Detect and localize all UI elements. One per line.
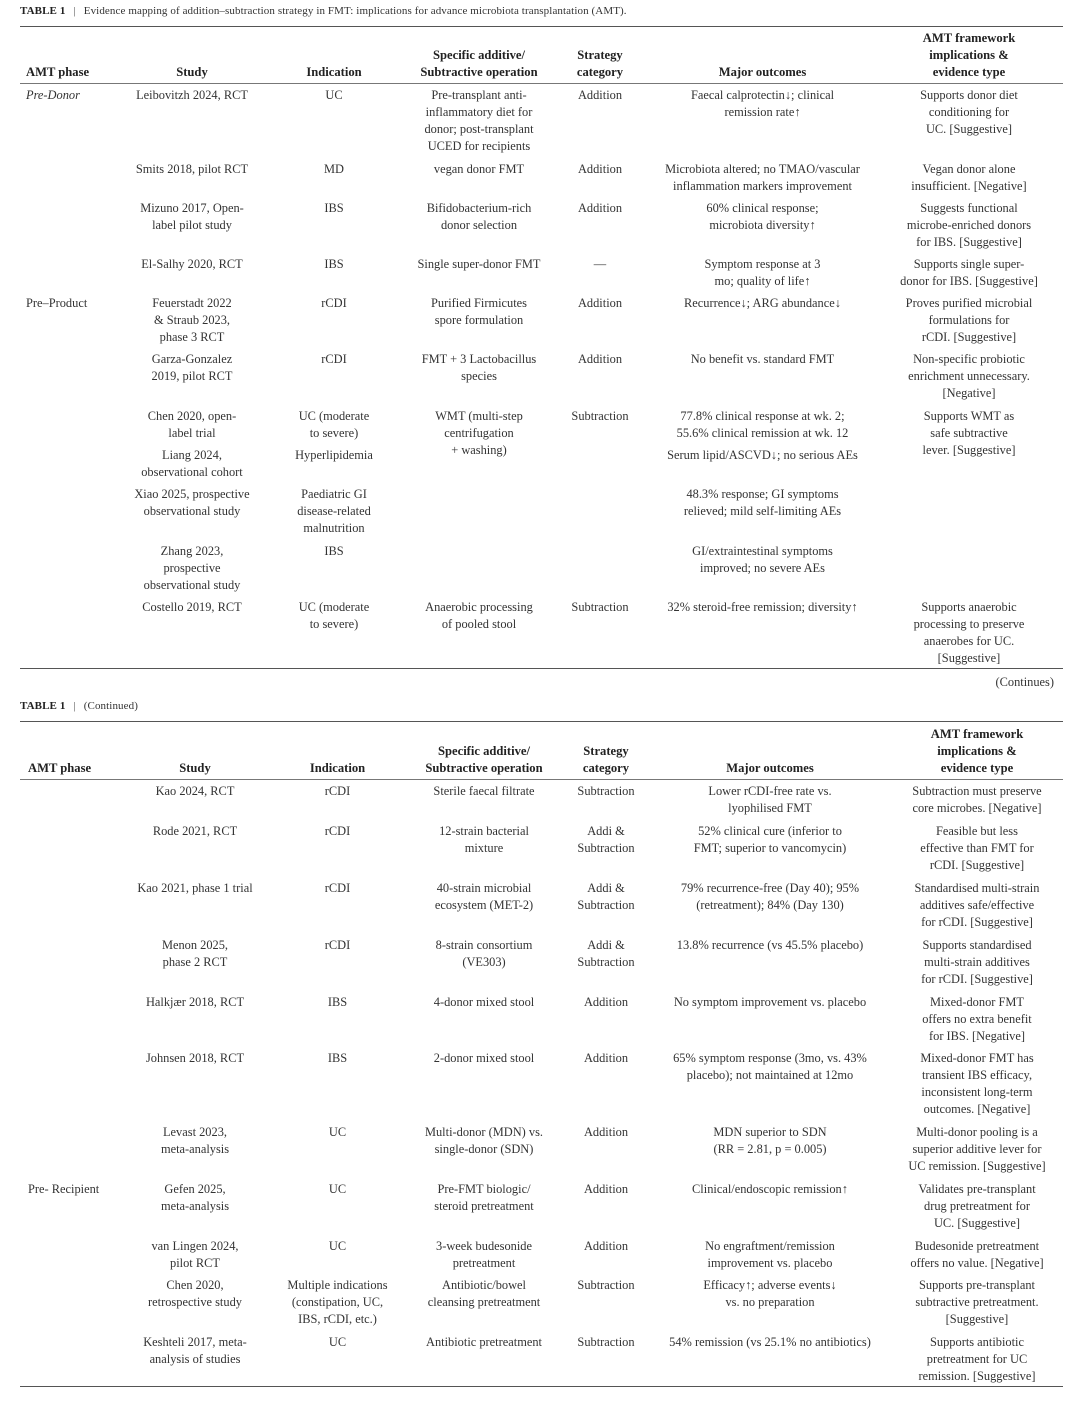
t1-r6-operation: WMT (multi-step centrifugation + washing) (435, 409, 523, 457)
t1-r3-implications: Supports single super- donor for IBS. [Suggestive] (900, 257, 1038, 288)
t2-r10-study: Keshteli 2017, meta- analysis of studies (143, 1335, 247, 1366)
t2-r4-study: Halkjær 2018, RCT (145, 995, 245, 1009)
table1-header-implications: AMT framework implications & evidence type (922, 31, 1016, 79)
t1-r0-study: Leibovitzh 2024, RCT (136, 88, 248, 102)
table1-caption (20, 5, 627, 17)
phase-pre-donor: Pre-Donor (26, 88, 80, 102)
t1-r10-category: Subtraction (571, 600, 629, 614)
t1-r1-operation: vegan donor FMT (433, 162, 525, 176)
table1-bottom-rule (20, 668, 1063, 669)
t2-r6-indication: UC (328, 1125, 347, 1139)
t2-r9-outcomes: Efficacy↑; adverse events↓ vs. no preparation (703, 1278, 837, 1309)
t2-r3-implications: Supports standardised multi-strain additives for rCDI. [Suggestive] (921, 938, 1033, 986)
t1-r3-category: — (593, 257, 607, 271)
t1-r2-category: Addition (577, 201, 623, 215)
t2-r6-operation: Multi-donor (MDN) vs. single-donor (SDN) (424, 1125, 544, 1156)
t1-r10-operation: Anaerobic processing of pooled stool (425, 600, 533, 631)
t1-r6-implications: Supports WMT as safe subtractive lever. [Suggestive] (922, 409, 1016, 457)
t2-r2-outcomes: 79% recurrence-free (Day 40); 95% (retreatment); 84% (Day 130) (680, 881, 860, 912)
table2-caption-text: (Continued) (83, 700, 139, 712)
table2-header-phase: AMT phase (28, 761, 92, 775)
t1-r9-outcomes: GI/extraintestinal symptoms improved; no severe AEs (692, 544, 833, 575)
t2-r3-study: Menon 2025, phase 2 RCT (161, 938, 229, 969)
t2-r8-study: van Lingen 2024, pilot RCT (151, 1239, 239, 1270)
t2-r7-category: Addition (583, 1182, 629, 1196)
t2-r7-implications: Validates pre-transplant drug pretreatment for UC. [Suggestive] (918, 1182, 1036, 1230)
table1-top-rule (20, 26, 1063, 27)
t1-r7-outcomes: Serum lipid/ASCVD↓; no serious AEs (667, 448, 858, 462)
t2-r4-operation: 4-donor mixed stool (433, 995, 535, 1009)
table2-header-indication: Indication (309, 761, 366, 775)
t2-r1-outcomes: 52% clinical cure (inferior to FMT; superior to vancomycin) (693, 824, 847, 855)
t1-r7-indication: Hyperlipidemia (295, 448, 373, 462)
t2-r9-study: Chen 2020, retrospective study (148, 1278, 242, 1309)
t1-r1-outcomes: Microbiota altered; no TMAO/vascular inflammation markers improvement (665, 162, 860, 193)
t2-r1-operation: 12-strain bacterial mixture (439, 824, 529, 855)
t2-r10-operation: Antibiotic pretreatment (426, 1335, 542, 1349)
t2-r5-indication: IBS (327, 1051, 348, 1065)
t2-r4-indication: IBS (327, 995, 348, 1009)
t1-r5-category: Addition (577, 352, 623, 366)
table2-header-outcomes: Major outcomes (726, 761, 814, 775)
t1-r5-study: Garza-Gonzalez 2019, pilot RCT (151, 352, 233, 383)
t2-r0-implications: Subtraction must preserve core microbes. [Negative] (912, 784, 1042, 815)
t1-r0-implications: Supports donor diet conditioning for UC. [Suggestive] (920, 88, 1018, 136)
phase-pre-product: Pre–Product (26, 296, 88, 310)
table1-header-indication: Indication (306, 65, 362, 79)
t1-r9-study: Zhang 2023, prospective observational study (143, 544, 241, 592)
t1-r8-outcomes: 48.3% response; GI symptoms relieved; mild self-limiting AEs (683, 487, 842, 518)
t1-r0-category: Addition (577, 88, 623, 102)
table2-header-operation: Specific additive/ Subtractive operation (425, 744, 543, 775)
t2-r0-study: Kao 2024, RCT (155, 784, 235, 798)
table2-bottom-rule (20, 1386, 1063, 1387)
t2-r2-study: Kao 2021, phase 1 trial (137, 881, 253, 895)
continues-note: (Continues) (995, 675, 1054, 689)
t2-r9-implications: Supports pre-transplant subtractive pretreatment. [Suggestive] (915, 1278, 1039, 1326)
caption-separator: | (73, 5, 76, 17)
t2-r3-indication: rCDI (324, 938, 351, 952)
t1-r5-indication: rCDI (321, 352, 347, 366)
t2-r1-study: Rode 2021, RCT (152, 824, 238, 838)
t2-r0-indication: rCDI (324, 784, 351, 798)
t1-r6-category: Subtraction (571, 409, 629, 423)
t2-r1-indication: rCDI (324, 824, 351, 838)
phase-pre-recipient: Pre- Recipient (28, 1182, 100, 1196)
t2-r0-outcomes: Lower rCDI-free rate vs. lyophilised FMT (708, 784, 832, 815)
t2-r10-indication: UC (328, 1335, 347, 1349)
t1-r2-implications: Suggests functional microbe-enriched donors for IBS. [Suggestive] (906, 201, 1032, 249)
t2-r1-category: Addi & Subtraction (577, 824, 635, 855)
t2-r4-category: Addition (583, 995, 629, 1009)
table2-header-implications: AMT framework implications & evidence type (930, 727, 1024, 775)
t2-r0-operation: Sterile faecal filtrate (433, 784, 535, 798)
t1-r5-operation: FMT + 3 Lactobacillus species (421, 352, 537, 383)
t1-r7-study: Liang 2024, observational cohort (141, 448, 243, 479)
t2-r8-indication: UC (328, 1239, 347, 1253)
t1-r1-implications: Vegan donor alone insufficient. [Negative] (911, 162, 1027, 193)
t2-r3-operation: 8-strain consortium (VE303) (435, 938, 533, 969)
t1-r10-implications: Supports anaerobic processing to preserve anaerobes for UC. [Suggestive] (913, 600, 1025, 665)
t2-r3-category: Addi & Subtraction (577, 938, 635, 969)
table2-header-rule (20, 779, 1063, 780)
t1-r10-indication: UC (moderate to severe) (298, 600, 370, 631)
t2-r8-implications: Budesonide pretreatment offers no value. [Negative] (910, 1239, 1044, 1270)
caption-separator: | (73, 700, 76, 712)
t2-r5-study: Johnsen 2018, RCT (145, 1051, 245, 1065)
t1-r8-study: Xiao 2025, prospective observational study (134, 487, 250, 518)
t1-r3-operation: Single super-donor FMT (417, 257, 541, 271)
t1-r4-outcomes: Recurrence↓; ARG abundance↓ (684, 296, 841, 310)
t1-r0-indication: UC (325, 88, 343, 102)
table1-header-phase: AMT phase (26, 65, 90, 79)
t2-r9-indication: Multiple indications (constipation, UC, IBS, rCDI, etc.) (287, 1278, 388, 1326)
t2-r10-implications: Supports antibiotic pretreatment for UC remission. [Suggestive] (918, 1335, 1036, 1383)
t1-r2-outcomes: 60% clinical response; microbiota diversity↑ (706, 201, 819, 232)
t2-r7-operation: Pre-FMT biologic/ steroid pretreatment (434, 1182, 534, 1213)
t1-r0-outcomes: Faecal calprotectin↓; clinical remission rate↑ (690, 88, 835, 119)
t1-r8-indication: Paediatric GI disease-related malnutrition (297, 487, 371, 535)
t1-r5-implications: Non-specific probiotic enrichment unnecessary. [Negative] (908, 352, 1030, 400)
t2-r6-category: Addition (583, 1125, 629, 1139)
table1-header-study: Study (176, 65, 208, 79)
t1-r5-outcomes: No benefit vs. standard FMT (690, 352, 835, 366)
table1-caption-text: Evidence mapping of addition–subtraction strategy in FMT: implications for advance microbiota transplantation (AMT). (83, 5, 627, 17)
t1-r4-study: Feuerstadt 2022 & Straub 2023, phase 3 RCT (152, 296, 232, 344)
t2-r6-study: Levast 2023, meta-analysis (160, 1125, 230, 1156)
t1-r0-operation: Pre-transplant anti- inflammatory diet for donor; post-transplant UCED for recipients (424, 88, 534, 153)
table1-header-rule (20, 83, 1063, 84)
t2-r5-implications: Mixed-donor FMT has transient IBS efficacy, inconsistent long-term outcomes. [Negative] (920, 1051, 1034, 1116)
table2-top-rule (20, 721, 1063, 722)
t1-r6-outcomes: 77.8% clinical response at wk. 2; 55.6% clinical remission at wk. 12 (676, 409, 849, 440)
t2-r2-operation: 40-strain microbial ecosystem (MET-2) (434, 881, 534, 912)
t2-r2-category: Addi & Subtraction (577, 881, 635, 912)
t2-r7-study: Gefen 2025, meta-analysis (160, 1182, 230, 1213)
t2-r8-outcomes: No engraftment/remission improvement vs. placebo (705, 1239, 835, 1270)
t1-r4-indication: rCDI (321, 296, 347, 310)
table2-caption (20, 700, 138, 712)
table2-caption-label: TABLE 1 (20, 700, 66, 712)
t1-r2-indication: IBS (324, 201, 344, 215)
table2-header-category: Strategy category (582, 744, 630, 775)
t1-r10-study: Costello 2019, RCT (142, 600, 242, 614)
t2-r7-outcomes: Clinical/endoscopic remission↑ (692, 1182, 848, 1196)
table2-header-study: Study (179, 761, 211, 775)
t2-r4-implications: Mixed-donor FMT offers no extra benefit for IBS. [Negative] (922, 995, 1032, 1043)
t1-r1-category: Addition (577, 162, 623, 176)
t1-r2-study: Mizuno 2017, Open- label pilot study (140, 201, 244, 232)
t1-r6-indication: UC (moderate to severe) (298, 409, 370, 440)
t2-r0-category: Subtraction (577, 784, 635, 798)
t1-r3-study: El-Salhy 2020, RCT (141, 257, 243, 271)
t2-r5-outcomes: 65% symptom response (3mo, vs. 43% placebo); not maintained at 12mo (673, 1051, 867, 1082)
table1-header-operation: Specific additive/ Subtractive operation (420, 48, 538, 79)
t2-r9-operation: Antibiotic/bowel cleansing pretreatment (427, 1278, 541, 1309)
t2-r3-outcomes: 13.8% recurrence (vs 45.5% placebo) (676, 938, 864, 952)
t2-r5-category: Addition (583, 1051, 629, 1065)
t1-r4-implications: Proves purified microbial formulations for rCDI. [Suggestive] (905, 296, 1033, 344)
t2-r4-outcomes: No symptom improvement vs. placebo (673, 995, 867, 1009)
t1-r6-study: Chen 2020, open- label trial (147, 409, 237, 440)
t1-r1-indication: MD (324, 162, 344, 176)
t2-r10-category: Subtraction (577, 1335, 635, 1349)
t1-r1-study: Smits 2018, pilot RCT (135, 162, 249, 176)
t2-r6-outcomes: MDN superior to SDN (RR = 2.81, p = 0.005) (713, 1125, 827, 1156)
t2-r6-implications: Multi-donor pooling is a superior additive lever for UC remission. [Suggestive] (908, 1125, 1046, 1173)
t2-r8-category: Addition (583, 1239, 629, 1253)
table1-header-category: Strategy category (576, 48, 624, 79)
t1-r9-indication: IBS (324, 544, 344, 558)
t1-r10-outcomes: 32% steroid-free remission; diversity↑ (667, 600, 858, 614)
t1-r2-operation: Bifidobacterium-rich donor selection (426, 201, 532, 232)
t1-r3-outcomes: Symptom response at 3 mo; quality of life↑ (704, 257, 821, 288)
t2-r1-implications: Feasible but less effective than FMT for rCDI. [Suggestive] (920, 824, 1034, 872)
t2-r9-category: Subtraction (577, 1278, 635, 1292)
t2-r8-operation: 3-week budesonide pretreatment (436, 1239, 532, 1270)
t2-r5-operation: 2-donor mixed stool (433, 1051, 535, 1065)
t1-r4-operation: Purified Firmicutes spore formulation (430, 296, 527, 327)
t2-r2-indication: rCDI (324, 881, 351, 895)
t2-r2-implications: Standardised multi-strain additives safe/effective for rCDI. [Suggestive] (914, 881, 1040, 929)
t1-r3-indication: IBS (324, 257, 344, 271)
table1-header-outcomes: Major outcomes (718, 65, 807, 79)
t2-r10-outcomes: 54% remission (vs 25.1% no antibiotics) (669, 1335, 871, 1349)
t1-r4-category: Addition (577, 296, 623, 310)
t2-r7-indication: UC (328, 1182, 347, 1196)
table1-caption-label: TABLE 1 (20, 5, 66, 17)
